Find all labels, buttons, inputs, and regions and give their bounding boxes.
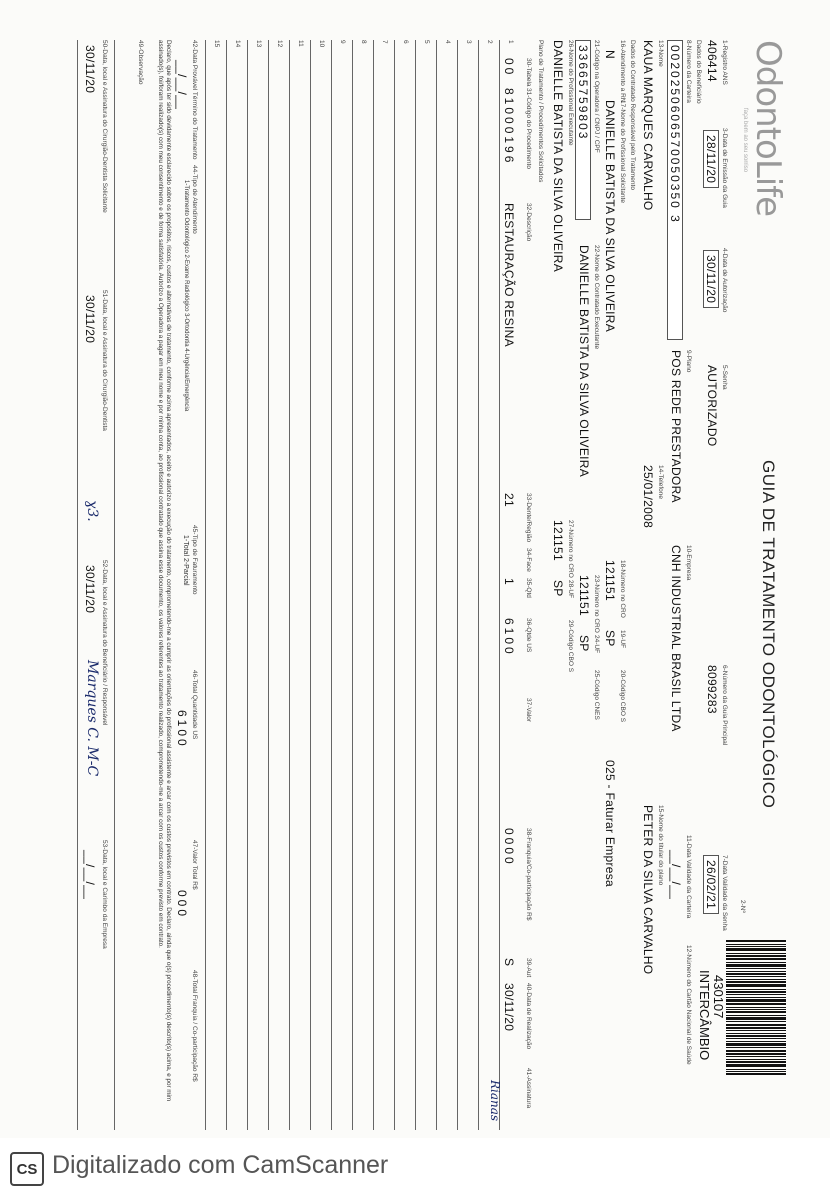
table-row bbox=[268, 40, 289, 1130]
contratado-section: Dados do Contratado Responsável pelo Tratamento bbox=[629, 40, 636, 190]
procedure-header-cell: 38-Franquia/Co-participação R$ bbox=[525, 828, 532, 921]
barcode-bar bbox=[726, 997, 786, 998]
autorizacao-value: 30/11/20 bbox=[703, 250, 719, 308]
barcode-bar bbox=[726, 1035, 786, 1037]
total-franquia-label: 48-Total Franquia / Co-participação R$ bbox=[191, 970, 198, 1082]
tipo-atendimento-value: 1-Tratamento Odontológico 2-Exame Radiológico 3-Ortodontia 4-Urgência/Emergência bbox=[183, 180, 189, 412]
table-cell-n: 13 bbox=[255, 40, 262, 48]
assinatura-solicitante-value: 30/11/20 bbox=[83, 45, 97, 94]
barcode-bar bbox=[726, 1050, 786, 1052]
valor-total-value: 000 bbox=[175, 890, 189, 920]
table-row bbox=[478, 40, 499, 1130]
camscanner-logo-icon: CS bbox=[10, 1152, 44, 1186]
barcode-bar bbox=[726, 955, 786, 957]
barcode-bar bbox=[726, 971, 786, 972]
nome-value: KAUA MARQUES CARVALHO bbox=[641, 40, 655, 211]
guia-principal-value: 8099283 bbox=[705, 665, 719, 714]
table-cell-n: 6 bbox=[402, 40, 409, 44]
barcode-bar bbox=[726, 994, 786, 995]
validade-senha-value: 26/02/21 bbox=[703, 855, 719, 914]
barcode-bar bbox=[726, 953, 786, 954]
table-row bbox=[289, 40, 310, 1130]
prof-solicitante-label: 17-Nome do Profissional Solicitante bbox=[619, 100, 626, 203]
barcode-bar bbox=[726, 989, 786, 990]
procedure-header-cell: 32-Descrição bbox=[525, 203, 532, 242]
table-cell-n: 15 bbox=[213, 40, 220, 48]
table-cell-n: 10 bbox=[318, 40, 325, 48]
table-row bbox=[205, 40, 226, 1130]
barcode-bar bbox=[726, 1041, 786, 1042]
observacao-label: 49-Observação bbox=[137, 40, 144, 85]
barcode-bar bbox=[726, 1047, 786, 1048]
contratado-executante-value: DANIELLE BATISTA DA SILVA OLIVEIRA bbox=[577, 245, 591, 478]
cro-executante-label: 27-Número no CRO bbox=[567, 520, 574, 578]
row-signature: Rianas bbox=[488, 1080, 502, 1122]
codigo-operadora-value: 33665759803 bbox=[575, 40, 591, 220]
telefone-label: 14-Telefone bbox=[657, 465, 664, 499]
table-cell-tabela: 00 bbox=[502, 58, 516, 78]
barcode-bar bbox=[726, 1009, 786, 1010]
table-row bbox=[457, 40, 478, 1130]
barcode-bar bbox=[726, 1017, 786, 1020]
table-cell-qtd: 1 bbox=[502, 578, 516, 585]
uf-solicitante-value: SP bbox=[603, 630, 617, 647]
beneficiario-signature: Marques C. M-C bbox=[84, 660, 100, 777]
barcode-bar bbox=[726, 1059, 786, 1060]
cbo-executante-label: 29-Código CBO S bbox=[567, 620, 574, 673]
contratado-executante-label: 22-Nome do Contratado Executante bbox=[593, 245, 600, 350]
uf-executante-label: 28-UF bbox=[567, 580, 574, 599]
validade-carteira-label: 11-Data Validade da Carteira bbox=[685, 835, 692, 919]
table-row bbox=[310, 40, 331, 1130]
plano-value: POS REDE PRESTADORA bbox=[669, 350, 683, 503]
table-cell-n: 1 bbox=[507, 40, 514, 44]
table-cell-n: 11 bbox=[297, 40, 304, 47]
page-title: GUIA DE TRATAMENTO ODONTOLÓGICO bbox=[759, 460, 778, 809]
barcode-bar bbox=[726, 1024, 786, 1026]
table-cell-n: 12 bbox=[276, 40, 283, 48]
barcode-bar bbox=[726, 958, 786, 960]
table-row bbox=[247, 40, 268, 1130]
senha-label: 5-Senha bbox=[721, 365, 728, 390]
procedure-header-cell: 31-Código do Procedimento bbox=[525, 88, 532, 169]
cnes-label: 25-Código CNES bbox=[593, 670, 600, 720]
barcode-bar bbox=[726, 1011, 786, 1013]
barcode-bar bbox=[726, 944, 786, 945]
assinatura-executante-label: 51-Data, local e Assinatura do Cirurgião-Dentista bbox=[101, 290, 108, 431]
table-cell-aut: S bbox=[502, 958, 516, 967]
validade-carteira-value: __/__/__ bbox=[669, 850, 683, 900]
assinatura-empresa-value: __/__/__ bbox=[83, 850, 97, 900]
assinatura-solicitante-label: 50-Data, local e Assinatura do Cirurgião-Dentista Solicitante bbox=[101, 40, 108, 213]
barcode-bar bbox=[726, 1030, 786, 1031]
barcode-bar bbox=[726, 940, 786, 942]
tipo-faturamento-label: 45-Tipo de Faturamento bbox=[191, 525, 198, 595]
table-cell-franquia: 0000 bbox=[502, 828, 516, 867]
assinatura-empresa-label: 53-Data, local e Carimbo da Empresa bbox=[101, 840, 108, 949]
barcode-bar bbox=[726, 1073, 786, 1075]
table-cell-us: 6100 bbox=[502, 618, 516, 657]
table-row bbox=[436, 40, 457, 1130]
barcode-bar bbox=[726, 948, 786, 951]
senha-value: AUTORIZADO bbox=[705, 365, 719, 447]
barcode-bar bbox=[726, 1003, 786, 1005]
table-row bbox=[394, 40, 415, 1130]
registro-ans-label: 1-Registro ANS bbox=[721, 40, 728, 85]
table-row bbox=[415, 40, 436, 1130]
barcode-bar bbox=[726, 1033, 786, 1034]
emissao-label: 3-Data de Emissão da Guia bbox=[721, 128, 728, 208]
beneficiario-section: Dados do Beneficiário bbox=[695, 40, 702, 104]
procedures-title: Plano de Tratamento / Procedimentos Solicitados bbox=[537, 40, 544, 183]
cbo-solicitante-value: 025 - Faturar Empresa bbox=[603, 760, 617, 888]
uf-solicitante-label: 19-UF bbox=[619, 630, 626, 649]
table-cell-n: 2 bbox=[486, 40, 493, 44]
rn-label: 16-Atendimento a RN bbox=[619, 40, 626, 103]
table-cell-dente: 21 bbox=[502, 493, 516, 507]
total-us-label: 46-Total Quantidade US bbox=[191, 670, 198, 740]
barcode-bar bbox=[726, 981, 786, 983]
barcode-bar bbox=[726, 991, 786, 993]
cro-solicitante-label: 18-Número no CRO bbox=[619, 560, 626, 618]
barcode-bar bbox=[726, 964, 786, 967]
observacao-field bbox=[114, 40, 134, 1130]
empresa-value: CNH INDUSTRIAL BRASIL LTDA bbox=[669, 545, 683, 732]
table-cell-n: 4 bbox=[444, 40, 451, 44]
empresa-label: 10-Empresa bbox=[685, 545, 692, 581]
barcode-bar bbox=[726, 1071, 786, 1072]
logo-tagline: faça bem ao seu sorriso bbox=[742, 108, 748, 173]
cro-contratado-value: 121151 bbox=[577, 575, 591, 616]
procedure-header-cell: 39-Aut bbox=[525, 958, 532, 978]
barcode-bar bbox=[726, 979, 786, 980]
barcode-bar bbox=[726, 1043, 786, 1046]
procedures-header bbox=[522, 40, 532, 1130]
procedure-header-cell: 41-Assinatura bbox=[525, 1068, 532, 1109]
tipo-atendimento-label: 44-Tipo de Atendimento bbox=[191, 165, 198, 234]
protocol-type: INTERCÂMBIO bbox=[697, 970, 712, 1061]
table-row bbox=[352, 40, 373, 1130]
table-row bbox=[373, 40, 394, 1130]
emissao-value: 28/11/20 bbox=[703, 130, 719, 188]
scanner-footer bbox=[0, 1138, 830, 1195]
telefone-value: 25/01/2008 bbox=[641, 465, 655, 529]
titular-value: PETER DA SILVA CARVALHO bbox=[641, 805, 655, 975]
registro-ans-value: 406414 bbox=[705, 40, 719, 82]
termino-label: 42-Data Provável Término do Tratamento bbox=[191, 40, 198, 160]
tipo-faturamento-value: 1-Total 2-Parcial bbox=[182, 535, 189, 586]
guia-principal-label: 6-Número da Guia Principal bbox=[721, 665, 728, 746]
valor-total-label: 47-Valor Total R$ bbox=[191, 840, 198, 890]
barcode-bar bbox=[726, 1015, 786, 1016]
table-row bbox=[331, 40, 352, 1130]
table-cell-data: 30/11/20 bbox=[502, 983, 516, 1032]
barcode-bar bbox=[726, 968, 786, 969]
total-us-value: 6100 bbox=[175, 710, 189, 749]
cbo-solicitante-label: 20-Código CBO S bbox=[619, 670, 626, 723]
guide-number-label: 2-Nº bbox=[739, 900, 746, 913]
assinatura-beneficiario-value: 30/11/20 bbox=[83, 565, 97, 614]
barcode-bar bbox=[726, 984, 786, 987]
barcode-bar bbox=[726, 1021, 786, 1022]
barcode-bar bbox=[726, 999, 786, 1002]
procedure-header-cell: 34-Face bbox=[525, 548, 532, 572]
barcode-bar bbox=[726, 1027, 786, 1029]
carteira-label: 8-Número da Carteira bbox=[685, 40, 692, 103]
protocol-number: 430107 bbox=[711, 975, 726, 1019]
procedure-header-cell: 35-Qtd bbox=[525, 578, 532, 598]
barcode-bar bbox=[726, 1069, 786, 1070]
barcode-bar bbox=[726, 946, 786, 947]
barcode bbox=[726, 940, 786, 1080]
rn-value: N bbox=[603, 50, 617, 59]
procedures-table bbox=[205, 40, 520, 1130]
odontolife-logo: OdontoLife bbox=[748, 40, 788, 217]
cro-solicitante-value: 121151 bbox=[603, 560, 617, 601]
table-row bbox=[499, 40, 520, 1130]
cns-label: 12-Número do Cartão Nacional de Saúde bbox=[685, 945, 692, 1065]
declaration-text: Declaro, que após ter sido devidamente esclarecido sobre os propósitos, riscos, custos e alternativas de tratamento, conforme acima apresentados, aceito e autorizo a execução do tratamento, comprometendo-me a cumprir as orientações do profissional assistente e arcar com os custos previstos em contrato. Declaro, ainda que o(s) procedimento(s) descrito(s) acima, e por mim assinado(s), foi/foram realizado(s) com meu consentimento e de forma satisfatória. Autorizo a Operadora a pagar em meu nome e por minha conta, ao profissional contratado que assina esse documento, os valores referentes ao tratamento realizado, comprometendo-me a arcar com os custos conforme previsto em contrato. bbox=[157, 40, 172, 1102]
table-cell-codigo: 81000196 bbox=[502, 88, 516, 166]
table-cell-n: 9 bbox=[339, 40, 346, 44]
prof-executante-label: 26-Nome do Profissional Executante bbox=[567, 40, 574, 146]
table-cell-n: 7 bbox=[381, 40, 388, 44]
plano-label: 9-Plano bbox=[685, 350, 692, 373]
barcode-bar bbox=[726, 976, 786, 977]
procedure-header-cell: 40-Data de Realização bbox=[525, 983, 532, 1050]
executante-signature: ɣ3. bbox=[84, 500, 100, 522]
table-row bbox=[226, 40, 247, 1130]
prof-executante-value: DANIELLE BATISTA DA SILVA OLIVEIRA bbox=[551, 40, 565, 273]
barcode-bar bbox=[726, 973, 786, 975]
procedure-header-cell: 30-Tabela bbox=[525, 58, 532, 87]
table-cell-n: 3 bbox=[465, 40, 472, 44]
table-cell-n: 8 bbox=[360, 40, 367, 44]
termino-value: __/__/__ bbox=[175, 60, 189, 110]
procedure-header-cell: 37-Valor bbox=[525, 698, 532, 723]
barcode-bar bbox=[726, 1007, 786, 1008]
cro-contratado-label: 23-Número no CRO bbox=[593, 575, 600, 633]
titular-label: 15-Nome do titular do plano bbox=[657, 805, 664, 886]
procedure-header-cell: 33-Dente/Região bbox=[525, 493, 532, 543]
table-cell-n: 14 bbox=[234, 40, 241, 48]
barcode-bar bbox=[726, 962, 786, 963]
validade-senha-label: 7-Data Validade da Senha bbox=[721, 855, 728, 931]
prof-solicitante-value: DANIELLE BATISTA DA SILVA OLIVEIRA bbox=[603, 100, 617, 333]
assinatura-beneficiario-label: 52-Data, local e Assinatura do Beneficiário / Responsável bbox=[101, 560, 108, 726]
barcode-bar bbox=[726, 1061, 786, 1063]
barcode-bar bbox=[726, 1053, 786, 1055]
assinatura-executante-value: 30/11/20 bbox=[83, 295, 97, 344]
table-cell-descricao: RESTAURAÇÃO RESINA bbox=[502, 203, 516, 347]
treatment-form bbox=[40, 20, 790, 1150]
cro-executante-value: 121151 bbox=[551, 520, 565, 561]
uf-executante-value: SP bbox=[551, 580, 565, 597]
barcode-bar bbox=[726, 1064, 786, 1067]
uf-contratado-value: SP bbox=[577, 635, 591, 652]
codigo-operadora-label: 21-Código na Operadora / CNPJ / CPF bbox=[593, 40, 600, 153]
signature-divider bbox=[77, 40, 78, 1130]
autorizacao-label: 4-Data de Autorização bbox=[721, 248, 728, 313]
nome-label: 13-Nome bbox=[657, 40, 664, 67]
barcode-bar bbox=[726, 1056, 786, 1057]
table-cell-n: 5 bbox=[423, 40, 430, 44]
scanner-footer-text: Digitalizado com CamScanner bbox=[52, 1151, 389, 1179]
barcode-bar bbox=[726, 1038, 786, 1039]
procedure-header-cell: 36-Qtde US bbox=[525, 618, 532, 653]
uf-contratado-label: 24-UF bbox=[593, 635, 600, 654]
carteira-value: 0020250606570050350 3 bbox=[667, 40, 683, 340]
